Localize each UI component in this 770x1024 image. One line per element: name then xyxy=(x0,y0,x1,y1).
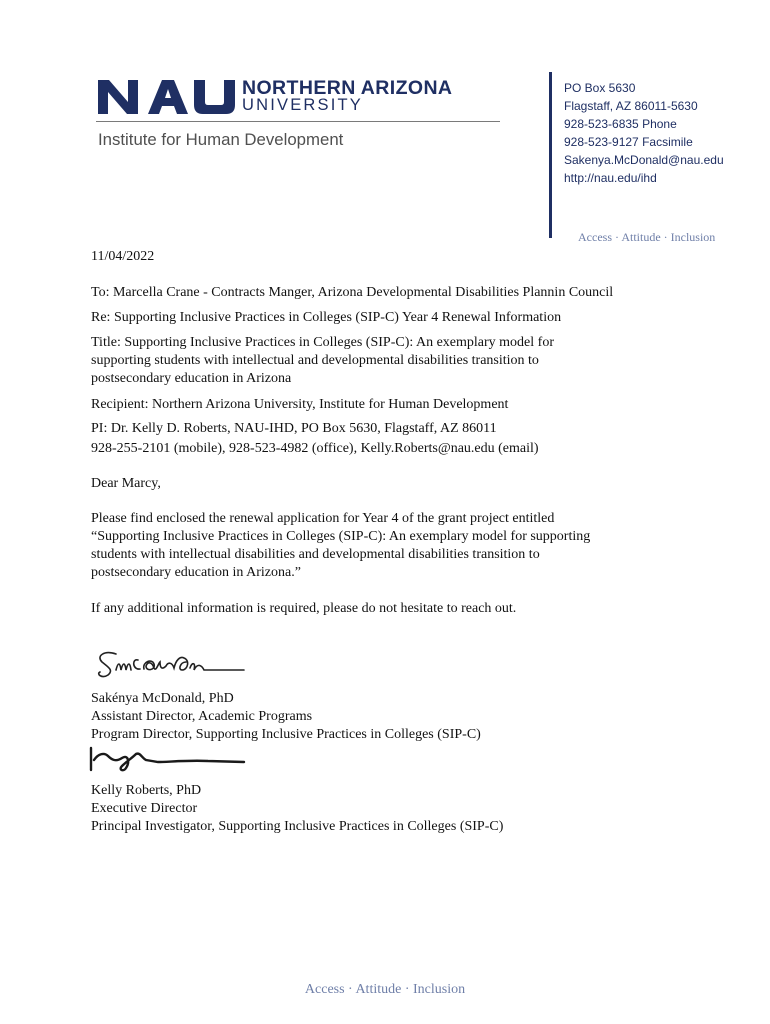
signature-roberts xyxy=(88,744,248,779)
signature-mcdonald xyxy=(94,648,254,689)
recipient-line: Recipient: Northern Arizona University, Institute for Human Development xyxy=(91,397,509,412)
body-line: postsecondary education in Arizona.” xyxy=(91,565,301,580)
closing-line: If any additional information is required, please do not hesitate to reach out. xyxy=(91,601,517,616)
body-line: students with intellectual disabilities and developmental disabilities transition to xyxy=(91,547,540,562)
letterhead-divider xyxy=(549,72,552,238)
signatory-title: Executive Director xyxy=(91,801,198,816)
signatory-role: Principal Investigator, Supporting Inclusive Practices in Colleges (SIP-C) xyxy=(91,819,504,834)
body-line: Please find enclosed the renewal application for Year 4 of the grant project entitled xyxy=(91,511,555,526)
pi-contact-line: 928-255-2101 (mobile), 928-523-4982 (office), Kelly.Roberts@nau.edu (email) xyxy=(91,441,539,456)
contact-email-link[interactable]: Sakenya.McDonald@nau.edu xyxy=(564,153,724,167)
contact-city: Flagstaff, AZ 86011-5630 xyxy=(564,99,698,113)
contact-website-link[interactable]: http://nau.edu/ihd xyxy=(564,171,657,185)
letterhead-tagline: Access · Attitude · Inclusion xyxy=(578,230,716,244)
contact-block xyxy=(564,79,724,187)
body-paragraph xyxy=(91,510,651,582)
footer-tagline: Access · Attitude · Inclusion xyxy=(304,982,466,997)
to-line: To: Marcella Crane - Contracts Manger, Arizona Developmental Disabilities Plannin Council xyxy=(91,285,614,300)
nau-monogram-graphic xyxy=(98,75,238,115)
letter-date: 11/04/2022 xyxy=(91,249,155,264)
signatory-title: Assistant Director, Academic Programs xyxy=(91,709,313,724)
signatory-name: Sakénya McDonald, PhD xyxy=(91,691,234,706)
contact-po-box: PO Box 5630 xyxy=(564,81,636,95)
title-line: postsecondary education in Arizona xyxy=(91,371,292,386)
logo-name-line2: UNIVERSITY xyxy=(242,96,364,114)
signature-mcdonald-graphic xyxy=(94,648,254,684)
title-line: Title: Supporting Inclusive Practices in Colleges (SIP-C): An exemplary model for xyxy=(91,335,554,350)
logo-name-line1: NORTHERN ARIZONA xyxy=(242,77,453,99)
signatory-block-2 xyxy=(91,782,651,836)
body-line: “Supporting Inclusive Practices in Colleges (SIP-C): An exemplary model for supporting xyxy=(91,529,591,544)
salutation: Dear Marcy, xyxy=(91,476,161,491)
contact-phone: 928-523-6835 Phone xyxy=(564,117,677,131)
nau-monogram xyxy=(98,75,238,115)
pi-line: PI: Dr. Kelly D. Roberts, NAU-IHD, PO Box 5630, Flagstaff, AZ 86011 xyxy=(91,421,497,436)
re-line: Re: Supporting Inclusive Practices in Colleges (SIP-C) Year 4 Renewal Information xyxy=(91,310,562,325)
signatory-role: Program Director, Supporting Inclusive Practices in Colleges (SIP-C) xyxy=(91,727,481,742)
institute-name: Institute for Human Development xyxy=(98,130,344,149)
nau-logo xyxy=(96,74,502,154)
signatory-name: Kelly Roberts, PhD xyxy=(91,783,202,798)
contact-fax: 928-523-9127 Facsimile xyxy=(564,135,693,149)
title-line: supporting students with intellectual and developmental disabilities transition to xyxy=(91,353,539,368)
title-block xyxy=(91,334,651,388)
signatory-block-1 xyxy=(91,690,651,744)
logo-divider xyxy=(96,121,500,122)
signature-roberts-graphic xyxy=(88,744,248,774)
